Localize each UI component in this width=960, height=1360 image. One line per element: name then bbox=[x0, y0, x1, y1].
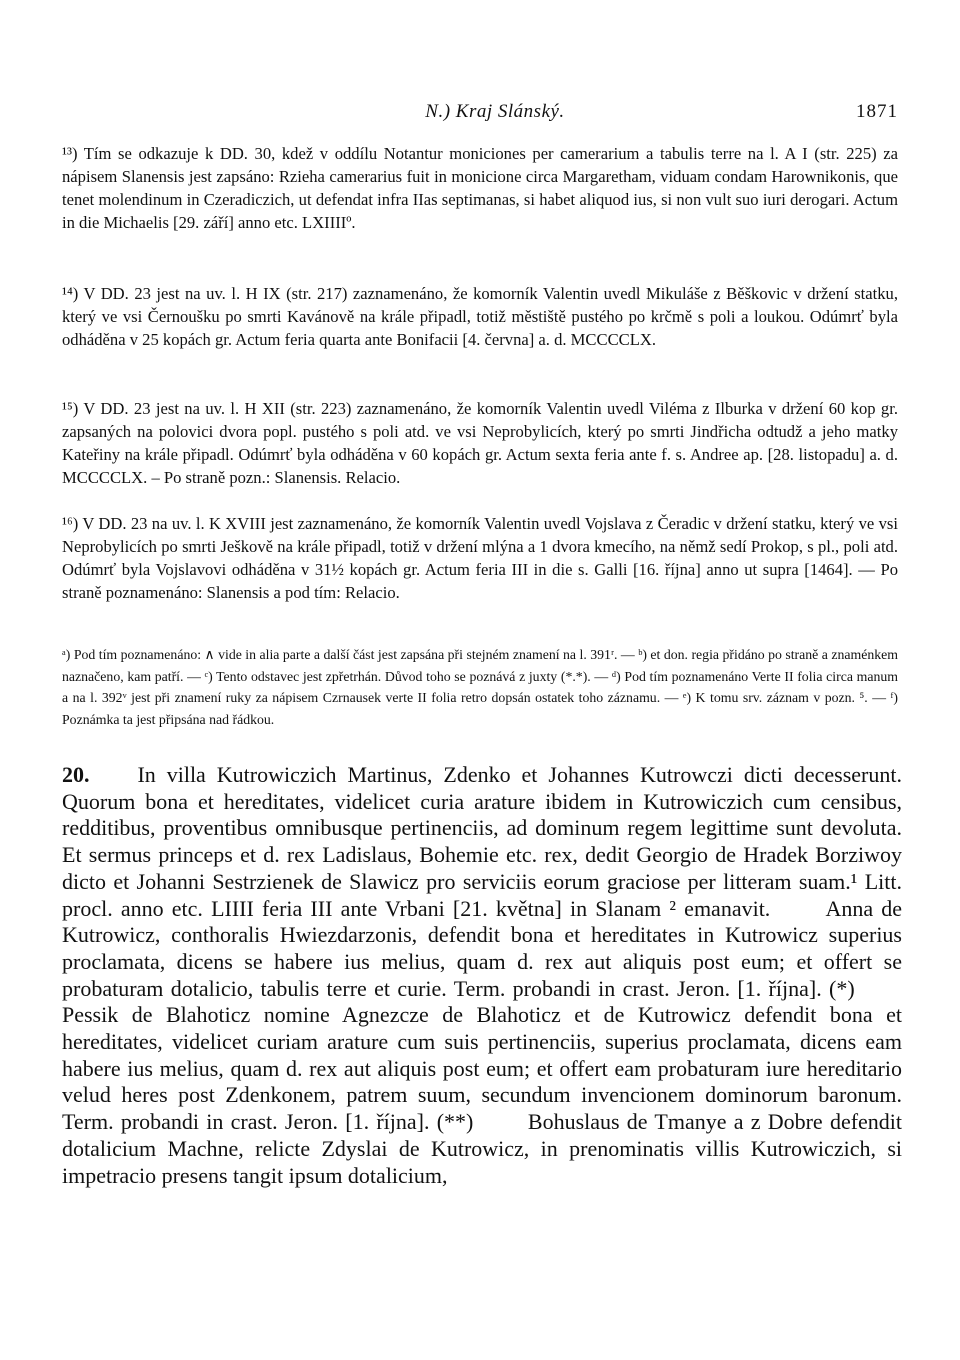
running-header bbox=[62, 101, 898, 135]
note-14: ¹⁴) V DD. 23 jest na uv. l. H IX (str. 217) zaznamenáno, že komorník Valentin uvedl Mikuláše z Běškovic v držení statku, který ve vsi Černoušku po smrti Kavánově na krále připadl, totiž městiště pustého po krčmě s poli a loukou. Odúmrť byla odháděna v 25 kopách gr. Actum feria quarta ante Bonifacii [4. června] a. d. MCCCCLX. bbox=[62, 284, 898, 349]
entry-paragraph-2: Anna de Kutrowicz, conthoralis Hwiezdarzonis, defendit bona et hereditates in Kutrowicz superius proclamata, dicens se habere ius melius, quam d. rex aut aliquis post eum; et offert se probaturam dotalicio, tabulis terre et curie. Term. probandi in crast. Jeron. [1. října]. (*) bbox=[62, 895, 903, 1001]
note-13: ¹³) Tím se odkazuje k DD. 30, kdež v oddílu Notantur moniciones per camerarium a tabulis terre na l. A I (str. 225) za nápisem Slanensis jest zapsáno: Rzieha camerarius fuit in monicione circa Margaretham, viduam condam Harownikonis, que tenet molendinum in Czeradiczich, ut defendat infra IIas septimanas, si habet aliquod ius, si non vult suo iuri derogari. Actum in die Michaelis [29. září] anno etc. LXIIIIº. bbox=[62, 144, 898, 232]
note-15: ¹⁵) V DD. 23 jest na uv. l. H XII (str. 223) zaznamenáno, že komorník Valentin uvedl Viléma z Ilburka v držení 60 kop gr. zapsaných na polovici dvora popl. pustého s poli atd. ve vsi Neprobylicích, který po smrti Jindřicha odtudž a jeho matky Kateřiny na krále připadl. Odúmrť byla odháděna v 60 kopách gr. Actum sexta feria ante f. s. Andree ap. [28. listopadu] a. d. MCCCCLX. – Po straně pozn.: Slanensis. Relacio. bbox=[62, 399, 898, 487]
entry-paragraph-1: In villa Kutrowiczich Martinus, Zdenko et Johannes Kutrowczi dicti decesserunt. Quorum bona et hereditates, videlicet curia arature ibidem in Kutrowiczich cum censibus, redditibus, proventibus omnibusque pertinenciis, ad dominum regem legittime sunt devoluta. Et sermus princeps et d. rex Ladislaus, Bohemie etc. rex, dedit Georgio de Hradek Borziwoy dicto et Johanni Sestrzienek de Slawicz pro serviciis eorum graciose per litteram suam.¹ Litt. procl. anno etc. LIIII feria III ante Vrbani [21. května] in Slanam ² emanavit. bbox=[62, 762, 903, 921]
footnotes-block: ᵃ) Pod tím poznamenáno: ∧ vide in alia parte a další část jest zapsána při stejném znamení na l. 391ʳ. — ᵇ) et don. regia přidáno po straně a znaménkem naznačeno, kam patří. — ᶜ) Tento odstavec jest zpřetrhán. Důvod toho se poznává z juxty (*.*). — ᵈ) Pod tím poznamenáno Verte II folia circa manum a na l. 392ᵛ jest při znamení ruky za nápisem Czrnausek verte II folia retro dopsán ostatek toho záznamu. — ᵉ) K tomu srv. záznam v pozn. ⁵. — ᶠ) Poznámka ta jest připsána nad řádkou. bbox=[62, 647, 898, 727]
entry-paragraph-4: Bohuslaus de Tmanye a z Dobre defendit dotalicium Machne, relicte Zdyslai de Kutrowicz, in prenominatis villis Kutrowiczich, si impetracio presens tangit ipsum dotalicium, bbox=[62, 1109, 903, 1188]
entry-paragraph-3: Pessik de Blahoticz nomine Agnezcze de Blahoticz et de Kutrowicz defendit bona et hereditates, videlicet curiam arature cum suis pertinenciis, superius proclamata, dicens eam habere ius melius, quam d. rex aut aliquis post eum; et offert eam probaturam iure hereditario velud heres post Zdenkonem, patrem suum, secundum invencionem dominorum baronum. Term. probandi in crast. Jeron. [1. října]. (**) bbox=[62, 1002, 902, 1135]
entry-number: 20. bbox=[62, 762, 90, 787]
note-16: ¹⁶) V DD. 23 na uv. l. K XVIII jest zaznamenáno, že komorník Valentin uvedl Vojslava z Čeradic v držení statku, který ve vsi Neprobylicích po smrti Ješkově na krále připadl, totiž v držení mlýna a 1 dvora kmecího, na němž sedí Prokop, s pl., poli atd. Odúmrť byla Vojslavovi odháděna v 31½ kopách gr. Actum feria III in die s. Galli [16. října] anno ut supra [1464]. — Po straně poznamenáno: Slanensis a pod tím: Relacio. bbox=[62, 514, 898, 602]
running-title: N.) Kraj Slánský. bbox=[425, 101, 565, 122]
page-number: 1871 bbox=[856, 101, 898, 122]
entry-20 bbox=[62, 762, 902, 1189]
